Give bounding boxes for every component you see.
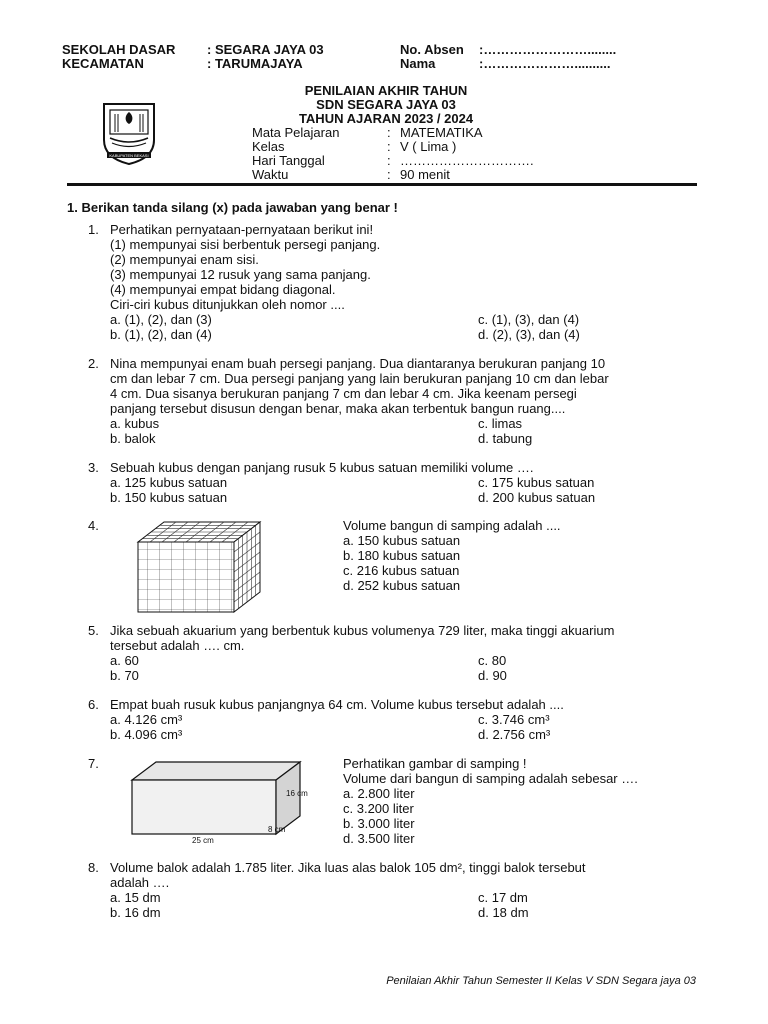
q8-option-d[interactable]: d. 18 dm bbox=[478, 905, 529, 920]
logo-text: KABUPATEN BEKASI bbox=[109, 153, 149, 158]
q4-option-d[interactable]: d. 252 kubus satuan bbox=[343, 578, 461, 593]
q5-line: Jika sebuah akuarium yang berbentuk kubus volumenya 729 liter, maka tinggi akuarium bbox=[110, 623, 615, 638]
info-value-date: …………………………. bbox=[400, 153, 534, 168]
section-instruction: 1. Berikan tanda silang (x) pada jawaban yang benar ! bbox=[67, 200, 398, 215]
title-3: TAHUN AJARAN 2023 / 2024 bbox=[298, 111, 474, 126]
q3-option-a[interactable]: a. 125 kubus satuan bbox=[110, 475, 228, 490]
name-label: Nama bbox=[400, 56, 436, 71]
q8-option-a[interactable]: a. 15 dm bbox=[110, 890, 161, 905]
dim-width-label: 8 cm bbox=[268, 825, 286, 834]
q1-line: Perhatikan pernyataan-pernyataan berikut ini! bbox=[110, 222, 374, 237]
q2-option-a[interactable]: a. kubus bbox=[110, 416, 160, 431]
q2-line: Nina mempunyai enam buah persegi panjang. Dua diantaranya berukuran panjang 10 bbox=[110, 356, 606, 371]
q3-option-d[interactable]: d. 200 kubus satuan bbox=[478, 490, 596, 505]
page-footer: Penilaian Akhir Tahun Semester II Kelas V SDN Segara jaya 03 bbox=[386, 975, 696, 987]
q7-number: 7. bbox=[88, 756, 99, 771]
info-colon-date: : bbox=[387, 153, 391, 168]
q1-option-c[interactable]: c. (1), (3), dan (4) bbox=[478, 312, 580, 327]
q2-option-c[interactable]: c. limas bbox=[478, 416, 523, 431]
q4-prompt: Volume bangun di samping adalah .... bbox=[343, 518, 561, 533]
q6-option-c[interactable]: c. 3.746 cm³ bbox=[478, 712, 550, 727]
q7-prompt-2: Volume dari bangun di samping adalah sebesar …. bbox=[343, 771, 638, 786]
q8-option-c[interactable]: c. 17 dm bbox=[478, 890, 528, 905]
q2-line: 4 cm. Dua sisanya berukuran panjang 7 cm dan lebar 4 cm. Jika keenam persegi bbox=[110, 386, 577, 401]
q4-number: 4. bbox=[88, 518, 99, 533]
info-value-subject: MATEMATIKA bbox=[400, 125, 483, 140]
q8-line: adalah …. bbox=[110, 875, 170, 890]
q2-option-b[interactable]: b. balok bbox=[110, 431, 156, 446]
q3-option-b[interactable]: b. 150 kubus satuan bbox=[110, 490, 228, 505]
q1-line: Ciri-ciri kubus ditunjukkan oleh nomor .... bbox=[110, 297, 345, 312]
q3-number: 3. bbox=[88, 460, 99, 475]
q1-option-d[interactable]: d. (2), (3), dan (4) bbox=[478, 327, 580, 342]
q5-option-a[interactable]: a. 60 bbox=[110, 653, 139, 668]
title-1: PENILAIAN AKHIR TAHUN bbox=[304, 83, 468, 98]
q4-option-b[interactable]: b. 180 kubus satuan bbox=[343, 548, 461, 563]
q5-line: tersebut adalah …. cm. bbox=[110, 638, 245, 653]
q1-line: (2) mempunyai enam sisi. bbox=[110, 252, 259, 267]
q1-line: (1) mempunyai sisi berbentuk persegi panjang. bbox=[110, 237, 381, 252]
q8-option-b[interactable]: b. 16 dm bbox=[110, 905, 161, 920]
info-value-class: V ( Lima ) bbox=[400, 139, 457, 154]
q5-option-b[interactable]: b. 70 bbox=[110, 668, 139, 683]
title-2: SDN SEGARA JAYA 03 bbox=[316, 97, 456, 112]
q1-line: (3) mempunyai 12 rusuk yang sama panjang. bbox=[110, 267, 371, 282]
info-label-subject: Mata Pelajaran bbox=[252, 125, 340, 140]
q8-number: 8. bbox=[88, 860, 99, 875]
district-value: : TARUMAJAYA bbox=[207, 56, 303, 71]
absen-value: :……………………........ bbox=[479, 42, 617, 57]
unit-cube-block-figure bbox=[136, 520, 264, 617]
q7-option-b[interactable]: b. 3.000 liter bbox=[343, 816, 415, 831]
school-label: SEKOLAH DASAR bbox=[62, 42, 176, 57]
q7-prompt-1: Perhatikan gambar di samping ! bbox=[343, 756, 527, 771]
dim-length-label: 25 cm bbox=[192, 836, 214, 845]
cuboid-figure bbox=[128, 760, 328, 849]
q1-number: 1. bbox=[88, 222, 99, 237]
q6-option-d[interactable]: d. 2.756 cm³ bbox=[478, 727, 551, 742]
q6-line: Empat buah rusuk kubus panjangnya 64 cm. Volume kubus tersebut adalah .... bbox=[110, 697, 564, 712]
dim-height-label: 16 cm bbox=[286, 789, 308, 798]
q2-line: panjang tersebut disusun dengan benar, maka akan terbentuk bangun ruang.... bbox=[110, 401, 566, 416]
q7-option-a[interactable]: a. 2.800 liter bbox=[343, 786, 415, 801]
school-logo bbox=[98, 100, 160, 169]
q6-option-b[interactable]: b. 4.096 cm³ bbox=[110, 727, 183, 742]
q3-line: Sebuah kubus dengan panjang rusuk 5 kubus satuan memiliki volume …. bbox=[110, 460, 534, 475]
q5-option-d[interactable]: d. 90 bbox=[478, 668, 507, 683]
district-label: KECAMATAN bbox=[62, 56, 144, 71]
q7-option-d[interactable]: d. 3.500 liter bbox=[343, 831, 415, 846]
info-colon-subject: : bbox=[387, 125, 391, 140]
info-colon-time: : bbox=[387, 167, 391, 182]
q2-number: 2. bbox=[88, 356, 99, 371]
info-label-date: Hari Tanggal bbox=[252, 153, 325, 168]
q6-option-a[interactable]: a. 4.126 cm³ bbox=[110, 712, 183, 727]
header-divider bbox=[67, 183, 697, 186]
q1-line: (4) mempunyai empat bidang diagonal. bbox=[110, 282, 336, 297]
q2-option-d[interactable]: d. tabung bbox=[478, 431, 533, 446]
info-value-time: 90 menit bbox=[400, 167, 450, 182]
absen-label: No. Absen bbox=[400, 42, 464, 57]
info-colon-class: : bbox=[387, 139, 391, 154]
q1-option-a[interactable]: a. (1), (2), dan (3) bbox=[110, 312, 212, 327]
q5-option-c[interactable]: c. 80 bbox=[478, 653, 507, 668]
q6-number: 6. bbox=[88, 697, 99, 712]
name-value: :………………….......... bbox=[479, 56, 611, 71]
q7-option-c[interactable]: c. 3.200 liter bbox=[343, 801, 414, 816]
q3-option-c[interactable]: c. 175 kubus satuan bbox=[478, 475, 595, 490]
school-value: : SEGARA JAYA 03 bbox=[207, 42, 324, 57]
info-label-class: Kelas bbox=[252, 139, 285, 154]
q5-number: 5. bbox=[88, 623, 99, 638]
q2-line: cm dan lebar 7 cm. Dua persegi panjang yang lain berukuran panjang 10 cm dan lebar bbox=[110, 371, 609, 386]
q4-option-a[interactable]: a. 150 kubus satuan bbox=[343, 533, 461, 548]
q1-option-b[interactable]: b. (1), (2), dan (4) bbox=[110, 327, 212, 342]
info-label-time: Waktu bbox=[252, 167, 289, 182]
q8-line: Volume balok adalah 1.785 liter. Jika luas alas balok 105 dm², tinggi balok tersebut bbox=[110, 860, 586, 875]
q4-option-c[interactable]: c. 216 kubus satuan bbox=[343, 563, 460, 578]
